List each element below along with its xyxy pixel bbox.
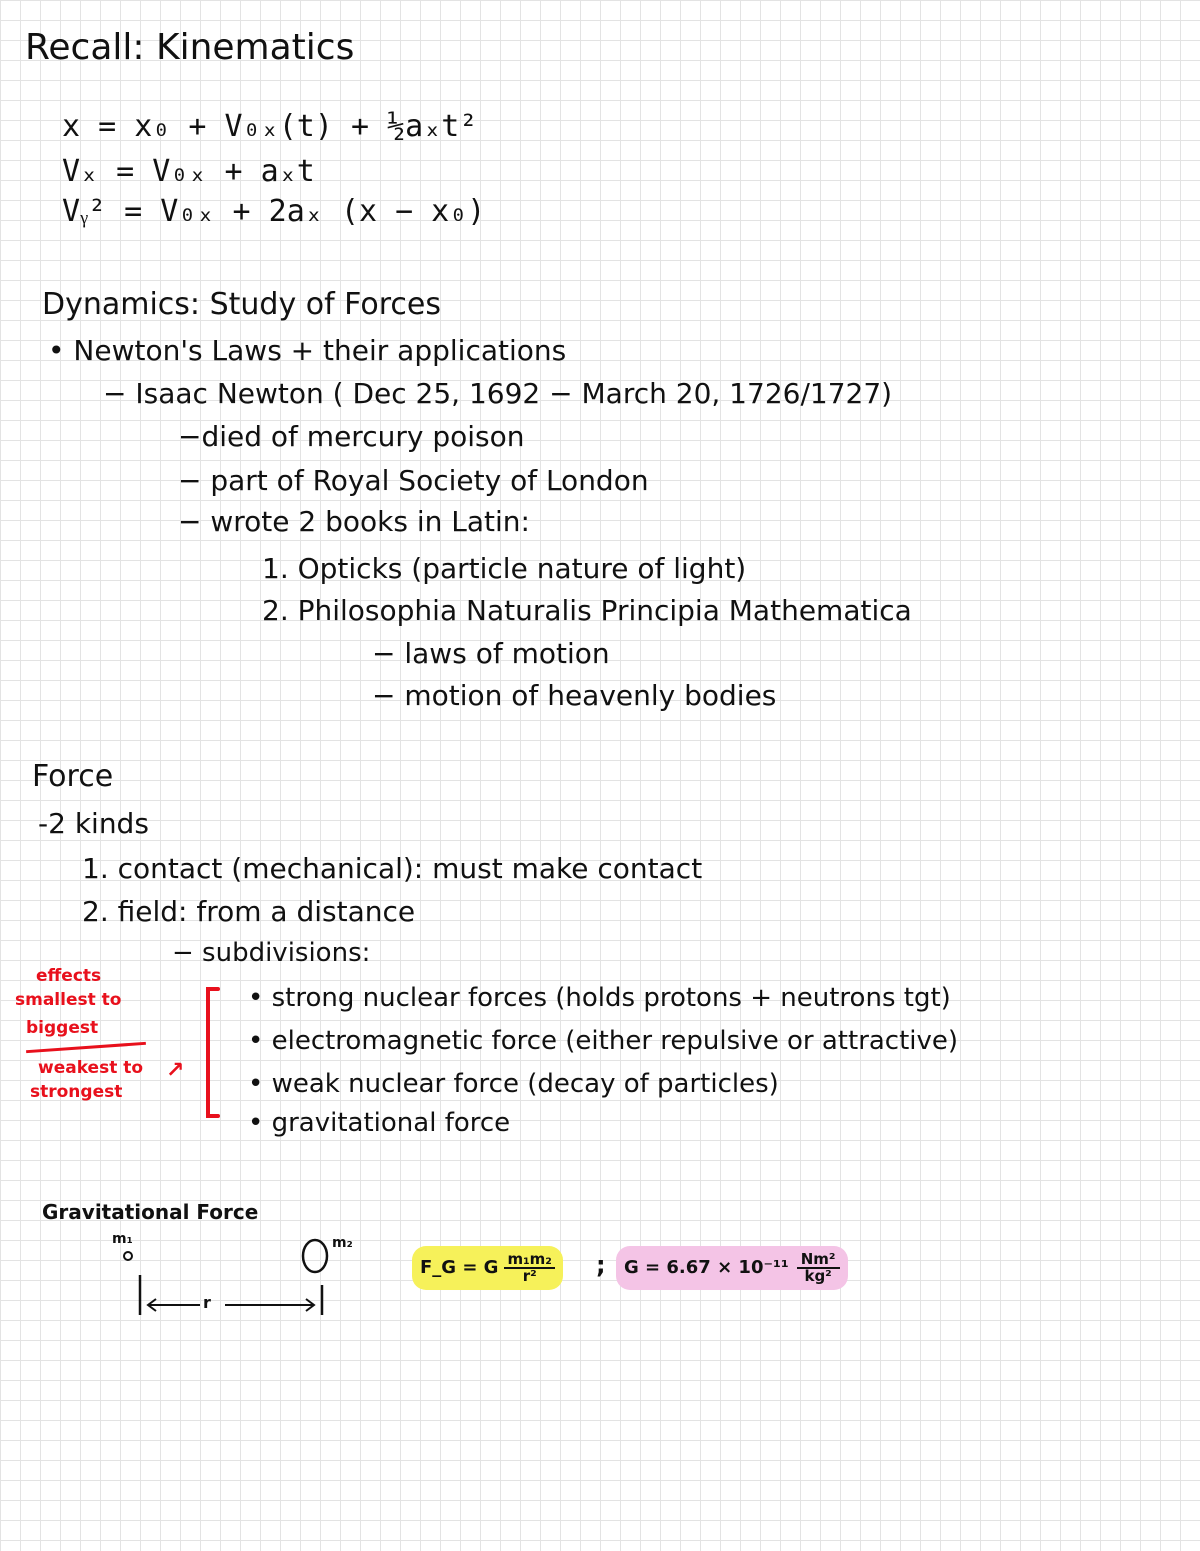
red-bracket [200, 985, 220, 1120]
annotation-line-1: effects [36, 966, 102, 986]
newton-fact-1: −died of mercury poison [178, 420, 525, 453]
book-1: 1. Opticks (particle nature of light) [262, 552, 747, 585]
force-list-item-2: • electromagnetic force (either repulsive or attractive) [248, 1026, 959, 1056]
book-2: 2. Philosophia Naturalis Principia Mathematica [262, 594, 912, 627]
force-kinds: -2 kinds [38, 807, 149, 840]
mass-1-dot [124, 1252, 132, 1260]
constant-value: G = 6.67 × 10⁻¹¹ [624, 1257, 789, 1278]
distance-label: r [203, 1293, 211, 1312]
force-heading: Force [32, 759, 114, 794]
mass-2-circle [303, 1240, 327, 1272]
force-list-item-1: • strong nuclear forces (holds protons + neutrons tgt) [248, 983, 951, 1013]
constant-unit [797, 1252, 840, 1284]
page-title: Recall: Kinematics [25, 27, 355, 68]
unit-numerator: Nm² [797, 1252, 840, 1269]
formula-separator: ; [596, 1251, 606, 1279]
newton-fact-2: − part of Royal Society of London [178, 464, 649, 497]
annotation-divider [26, 1042, 146, 1053]
newton-dates: − Isaac Newton ( Dec 25, 1692 − March 20, 1726/1727) [103, 377, 893, 410]
newton-fact-3: − wrote 2 books in Latin: [178, 505, 530, 538]
dynamics-heading: Dynamics: Study of Forces [42, 287, 441, 322]
kinematics-eq-2: Vₓ = V₀ₓ + aₓt [62, 154, 315, 189]
formula-denominator: r² [522, 1267, 537, 1285]
annotation-line-5: strongest [30, 1082, 123, 1102]
annotation-line-2: smallest to [15, 990, 122, 1010]
gravity-formula-highlight [412, 1246, 563, 1290]
unit-denominator: kg² [804, 1267, 832, 1285]
annotation-line-4: weakest to [38, 1058, 144, 1078]
mass-1-label: m₁ [112, 1231, 133, 1247]
force-list-item-4: • gravitational force [248, 1108, 511, 1138]
annotation-arrow-icon: ↗ [166, 1058, 185, 1083]
formula-fraction [504, 1252, 554, 1284]
gravity-formula [412, 1246, 563, 1290]
formula-left: F_G = G [420, 1257, 499, 1278]
mass-2-label: m₂ [332, 1235, 353, 1251]
dynamics-bullet: • Newton's Laws + their applications [48, 334, 567, 367]
force-list-item-3: • weak nuclear force (decay of particles) [248, 1069, 779, 1099]
gravity-constant [616, 1246, 848, 1290]
gravity-constant-highlight [616, 1246, 848, 1290]
force-contact: 1. contact (mechanical): must make contact [82, 852, 703, 885]
force-subdivisions: − subdivisions: [172, 938, 371, 968]
annotation-line-3: biggest [26, 1018, 99, 1038]
principia-topic-2: − motion of heavenly bodies [372, 679, 777, 712]
formula-numerator: m₁m₂ [504, 1252, 554, 1269]
gravity-heading: Gravitational Force [42, 1200, 259, 1224]
kinematics-eq-1: x = x₀ + V₀ₓ(t) + ½aₓt² [62, 109, 478, 144]
force-field: 2. field: from a distance [82, 895, 416, 928]
principia-topic-1: − laws of motion [372, 637, 610, 670]
kinematics-eq-3: Vᵧ² = V₀ₓ + 2aₓ (x − x₀) [62, 194, 486, 229]
